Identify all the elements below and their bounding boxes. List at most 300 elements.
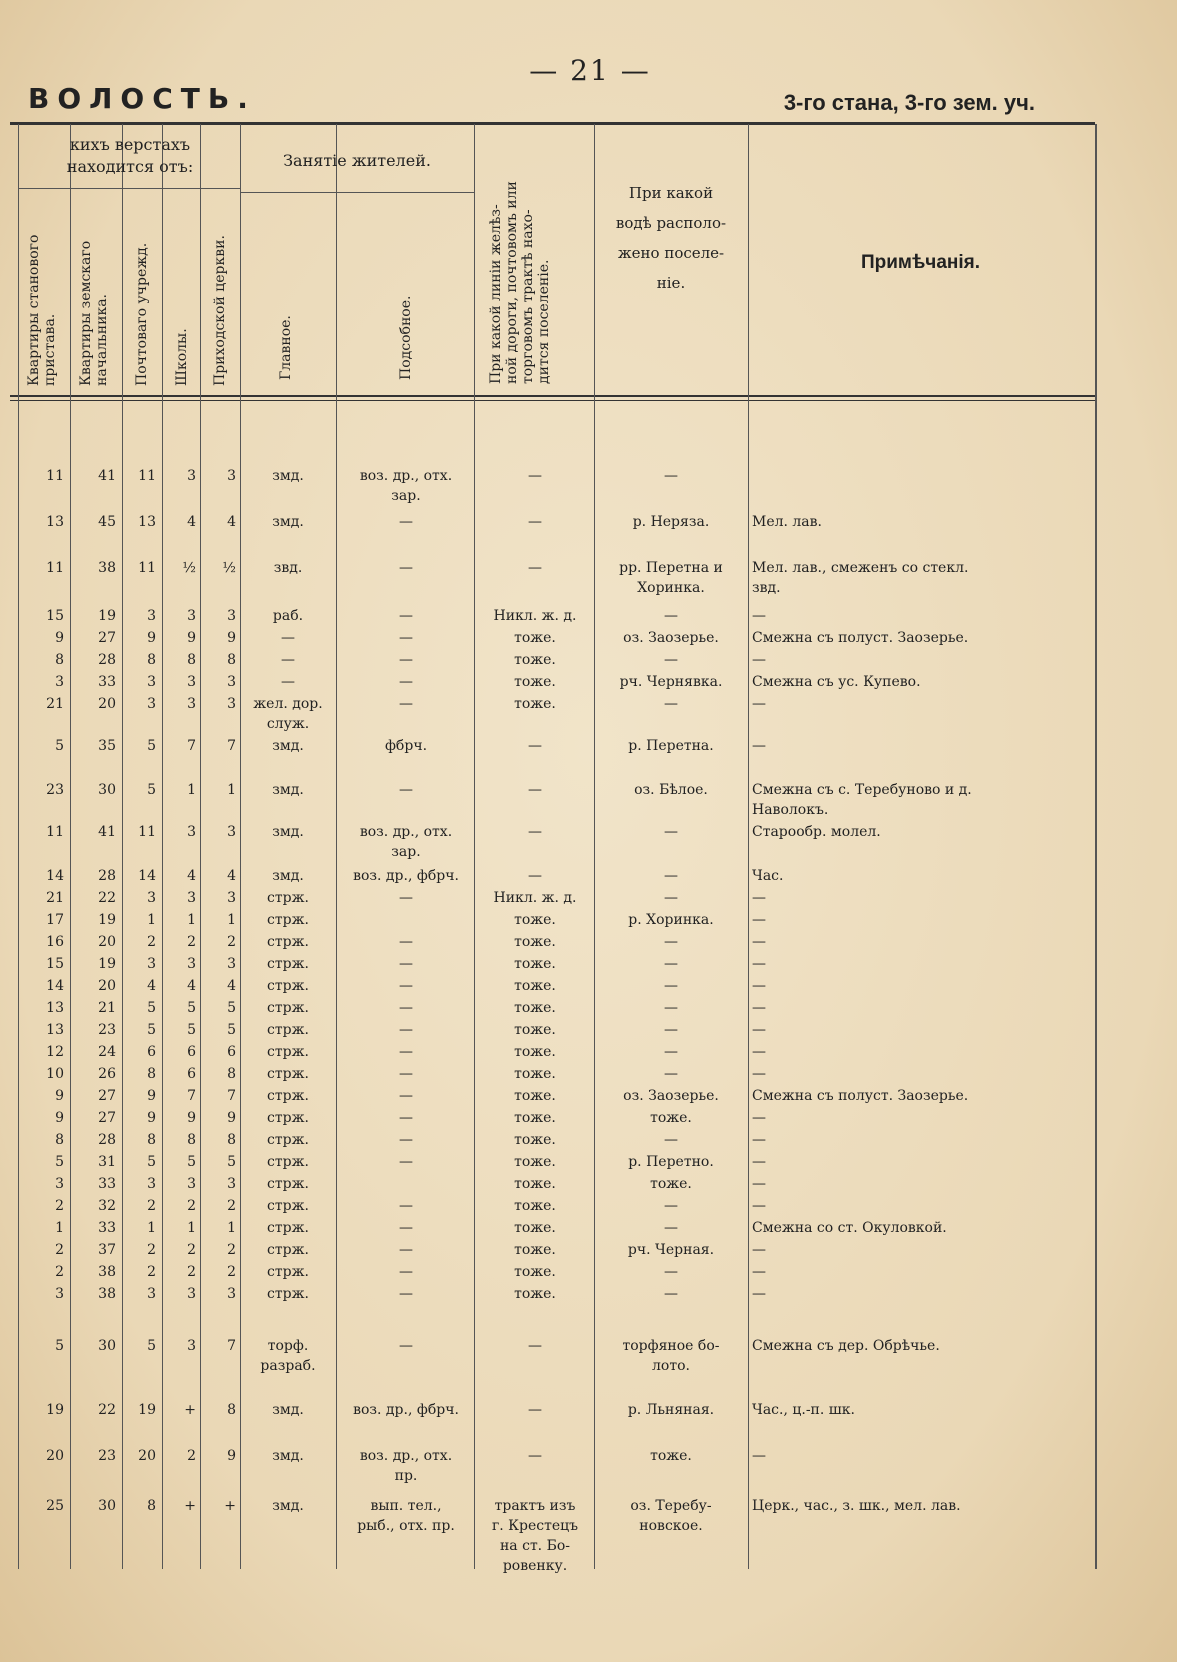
dist-post-cell: 8 [147, 1132, 156, 1148]
occupation-main-cell: стрж. [267, 1154, 309, 1170]
column-rule [474, 124, 475, 1569]
dist-zemsky-cell: 30 [98, 782, 116, 798]
occupation-aux-cell: воз. др., отх. зар. [359, 468, 453, 504]
water-body-cell: — [664, 978, 678, 994]
occupation-main-cell: стрж. [267, 956, 309, 972]
dist-zemsky-cell: 23 [98, 1448, 116, 1464]
occupation-main-cell: — [281, 652, 295, 668]
dist-stanovoy-cell: 25 [46, 1498, 64, 1514]
water-body-cell: рр. Перетна и Хоринка. [619, 560, 723, 596]
road-line-cell: — [528, 514, 542, 530]
dist-zemsky-cell: 20 [98, 696, 116, 712]
notes-cell: — [752, 696, 766, 712]
dist-post-cell: 3 [147, 956, 156, 972]
dist-post-cell: 5 [147, 1000, 156, 1016]
dist-church-cell: 4 [227, 978, 236, 994]
road-line-cell: тоже. [514, 1022, 556, 1038]
dist-church-cell: 8 [227, 1066, 236, 1082]
occupation-aux-cell: — [399, 1154, 413, 1170]
notes-cell: Смежна съ ус. Купево. [752, 674, 921, 690]
water-body-cell: — [664, 890, 678, 906]
column-rule [1095, 124, 1097, 1569]
occupation-main-cell: змд. [272, 514, 304, 530]
dist-school-cell: 3 [187, 696, 196, 712]
water-body-cell: р. Перетна. [628, 738, 714, 754]
dist-stanovoy-cell: 2 [55, 1198, 64, 1214]
dist-church-cell: + [224, 1498, 236, 1514]
dist-zemsky-cell: 38 [98, 560, 116, 576]
dist-zemsky-cell: 35 [98, 738, 116, 754]
dist-stanovoy-cell: 21 [46, 890, 64, 906]
dist-zemsky-cell: 30 [98, 1338, 116, 1354]
dist-stanovoy-cell: 13 [46, 1022, 64, 1038]
column-rule [162, 124, 163, 1569]
dist-church-cell: 7 [227, 1088, 236, 1104]
occupation-aux-cell: — [399, 608, 413, 624]
dist-stanovoy-cell: 5 [55, 1338, 64, 1354]
dist-church-cell: 3 [227, 608, 236, 624]
dist-post-cell: 20 [138, 1448, 156, 1464]
road-line-cell: Никл. ж. д. [493, 890, 577, 906]
water-body-cell: оз. Заозерье. [623, 1088, 719, 1104]
column-rule [200, 124, 201, 1569]
dist-zemsky-cell: 30 [98, 1498, 116, 1514]
occupation-main-cell: стрж. [267, 1264, 309, 1280]
water-body-cell: рч. Чернявка. [619, 674, 723, 690]
dist-church-cell: ½ [222, 560, 236, 576]
volost-heading: ВОЛОСТЬ. [28, 82, 256, 115]
occupation-aux-cell: — [399, 1338, 413, 1354]
header-zemsky: Квартиры земскаго начальника. [78, 240, 110, 386]
notes-cell: Смежна со ст. Окуловкой. [752, 1220, 947, 1236]
dist-stanovoy-cell: 15 [46, 608, 64, 624]
water-body-cell: оз. Заозерье. [623, 630, 719, 646]
dist-zemsky-cell: 33 [98, 1176, 116, 1192]
dist-school-cell: 5 [187, 1154, 196, 1170]
dist-stanovoy-cell: 8 [55, 652, 64, 668]
dist-zemsky-cell: 24 [98, 1044, 116, 1060]
road-line-cell: трактъ изъ г. Крестецъ на ст. Бо- ровенку. [491, 1498, 579, 1574]
road-line-cell: — [528, 1338, 542, 1354]
notes-cell: — [752, 912, 766, 928]
dist-post-cell: 1 [147, 912, 156, 928]
dist-church-cell: 5 [227, 1154, 236, 1170]
notes-cell: — [752, 956, 766, 972]
dist-post-cell: 6 [147, 1044, 156, 1060]
occupation-aux-cell: воз. др., отх. пр. [359, 1448, 453, 1484]
dist-church-cell: 3 [227, 674, 236, 690]
dist-post-cell: 11 [138, 824, 156, 840]
district-heading: 3-го стана, 3-го зем. уч. [783, 90, 1035, 115]
water-body-cell: — [664, 934, 678, 950]
occupation-main-cell: стрж. [267, 1286, 309, 1302]
occupation-main-cell: змд. [272, 1498, 304, 1514]
dist-stanovoy-cell: 9 [55, 1110, 64, 1126]
dist-stanovoy-cell: 3 [55, 1286, 64, 1302]
notes-cell: — [752, 1066, 766, 1082]
dist-church-cell: 2 [227, 1264, 236, 1280]
occupation-main-cell: стрж. [267, 1066, 309, 1082]
dist-school-cell: 3 [187, 1286, 196, 1302]
dist-church-cell: 1 [227, 1220, 236, 1236]
water-body-cell: — [664, 1264, 678, 1280]
column-rule [594, 124, 595, 1569]
dist-zemsky-cell: 27 [98, 1110, 116, 1126]
water-body-cell: — [664, 608, 678, 624]
header-subrule [240, 192, 474, 193]
dist-post-cell: 5 [147, 782, 156, 798]
distance-group-header: кихъ верстахъ находится отъ: [66, 135, 194, 176]
dist-church-cell: 6 [227, 1044, 236, 1060]
water-body-cell: — [664, 1044, 678, 1060]
road-line-cell: Никл. ж. д. [493, 608, 577, 624]
dist-school-cell: 5 [187, 1022, 196, 1038]
dist-school-cell: 2 [187, 1198, 196, 1214]
notes-cell: — [752, 1264, 766, 1280]
occupation-aux-cell: — [399, 1220, 413, 1236]
occupation-main-cell: змд. [272, 868, 304, 884]
dist-church-cell: 2 [227, 934, 236, 950]
dist-post-cell: 11 [138, 560, 156, 576]
dist-school-cell: 6 [187, 1066, 196, 1082]
road-line-cell: тоже. [514, 1110, 556, 1126]
water-body-cell: — [664, 468, 678, 484]
header-church: Приходской церкви. [212, 235, 228, 386]
dist-church-cell: 3 [227, 696, 236, 712]
dist-church-cell: 3 [227, 824, 236, 840]
dist-post-cell: 13 [138, 514, 156, 530]
occupation-aux-cell: — [399, 1022, 413, 1038]
water-body-cell: торфяное бо- лото. [622, 1338, 720, 1374]
road-line-cell: тоже. [514, 934, 556, 950]
dist-post-cell: 14 [138, 868, 156, 884]
dist-post-cell: 2 [147, 1198, 156, 1214]
header-rule [10, 395, 1095, 397]
water-body-cell: оз. Бѣлое. [634, 782, 708, 798]
notes-cell: Смежна съ с. Теребуново и д. Наволокъ. [752, 782, 972, 818]
dist-school-cell: 5 [187, 1000, 196, 1016]
dist-stanovoy-cell: 17 [46, 912, 64, 928]
road-line-cell: — [528, 782, 542, 798]
water-body-cell: — [664, 696, 678, 712]
water-body-cell: — [664, 868, 678, 884]
dist-church-cell: 1 [227, 782, 236, 798]
dist-post-cell: 3 [147, 696, 156, 712]
dist-zemsky-cell: 32 [98, 1198, 116, 1214]
notes-cell: — [752, 1154, 766, 1170]
dist-school-cell: 8 [187, 652, 196, 668]
water-body-cell: рч. Черная. [627, 1242, 715, 1258]
dist-school-cell: 9 [187, 1110, 196, 1126]
dist-zemsky-cell: 38 [98, 1264, 116, 1280]
road-line-cell: — [528, 1448, 542, 1464]
dist-school-cell: 7 [187, 738, 196, 754]
occupation-aux-cell: — [399, 1000, 413, 1016]
dist-post-cell: 5 [147, 1154, 156, 1170]
notes-cell: — [752, 1132, 766, 1148]
dist-school-cell: 1 [187, 782, 196, 798]
occupation-main-cell: стрж. [267, 1088, 309, 1104]
dist-stanovoy-cell: 10 [46, 1066, 64, 1082]
occupation-aux-cell: — [399, 652, 413, 668]
road-line-cell: тоже. [514, 1044, 556, 1060]
occupation-main-cell: жел. дор. служ. [253, 696, 323, 732]
road-line-cell: тоже. [514, 1176, 556, 1192]
dist-stanovoy-cell: 8 [55, 1132, 64, 1148]
notes-cell: — [752, 1286, 766, 1302]
dist-stanovoy-cell: 5 [55, 1154, 64, 1170]
notes-cell: Смежна съ полуст. Заозерье. [752, 1088, 969, 1104]
road-line-cell: тоже. [514, 1242, 556, 1258]
dist-post-cell: 8 [147, 652, 156, 668]
dist-stanovoy-cell: 5 [55, 738, 64, 754]
dist-post-cell: 5 [147, 1338, 156, 1354]
occupation-aux-cell: фбрч. [384, 738, 428, 754]
dist-church-cell: 3 [227, 956, 236, 972]
dist-zemsky-cell: 41 [98, 468, 116, 484]
dist-school-cell: 3 [187, 608, 196, 624]
road-line-cell: тоже. [514, 1264, 556, 1280]
dist-post-cell: 5 [147, 1022, 156, 1038]
dist-post-cell: 1 [147, 1220, 156, 1236]
dist-school-cell: 9 [187, 630, 196, 646]
dist-zemsky-cell: 28 [98, 868, 116, 884]
occupation-main-cell: стрж. [267, 1022, 309, 1038]
occupation-main-cell: змд. [272, 824, 304, 840]
dist-school-cell: 3 [187, 468, 196, 484]
notes-cell: Смежна съ дер. Обрѣчье. [752, 1338, 940, 1354]
column-rule [240, 124, 241, 1569]
dist-post-cell: 2 [147, 934, 156, 950]
dist-church-cell: 3 [227, 1286, 236, 1302]
dist-church-cell: 9 [227, 1448, 236, 1464]
notes-cell: Час. [752, 868, 784, 884]
notes-cell: — [752, 608, 766, 624]
occupation-main-cell: стрж. [267, 1220, 309, 1236]
occupation-main-cell: стрж. [267, 912, 309, 928]
dist-stanovoy-cell: 3 [55, 674, 64, 690]
notes-cell: Церк., час., з. шк., мел. лав. [752, 1498, 961, 1514]
dist-school-cell: 7 [187, 1088, 196, 1104]
notes-cell: — [752, 978, 766, 994]
occupation-main-cell: звд. [273, 560, 303, 576]
water-body-cell: — [664, 1220, 678, 1236]
occupation-main-cell: стрж. [267, 978, 309, 994]
dist-stanovoy-cell: 11 [46, 824, 64, 840]
dist-school-cell: 2 [187, 1264, 196, 1280]
occupation-main-cell: змд. [272, 782, 304, 798]
notes-cell: — [752, 1448, 766, 1464]
water-body-cell: оз. Теребу- новское. [630, 1498, 712, 1534]
water-body-cell: р. Перетно. [628, 1154, 714, 1170]
occupation-aux-cell: — [399, 782, 413, 798]
occupation-main-cell: стрж. [267, 1000, 309, 1016]
notes-cell: Старообр. молел. [752, 824, 881, 840]
road-line-cell: тоже. [514, 978, 556, 994]
water-body-cell: тоже. [650, 1110, 692, 1126]
road-line-cell: тоже. [514, 912, 556, 928]
dist-church-cell: 3 [227, 1176, 236, 1192]
dist-zemsky-cell: 27 [98, 1088, 116, 1104]
dist-zemsky-cell: 38 [98, 1286, 116, 1302]
dist-zemsky-cell: 22 [98, 1402, 116, 1418]
dist-stanovoy-cell: 21 [46, 696, 64, 712]
dist-zemsky-cell: 37 [98, 1242, 116, 1258]
road-line-cell: тоже. [514, 1000, 556, 1016]
dist-stanovoy-cell: 23 [46, 782, 64, 798]
dist-stanovoy-cell: 20 [46, 1448, 64, 1464]
occupation-aux-cell: — [399, 674, 413, 690]
water-body-cell: — [664, 1022, 678, 1038]
occupation-aux-cell: — [399, 1242, 413, 1258]
notes-cell: Мел. лав. [752, 514, 822, 530]
dist-post-cell: 5 [147, 738, 156, 754]
occupation-aux-cell: вып. тел., рыб., отх. пр. [357, 1498, 455, 1534]
dist-post-cell: 2 [147, 1264, 156, 1280]
dist-zemsky-cell: 33 [98, 1220, 116, 1236]
occupation-aux-cell: — [399, 890, 413, 906]
road-line-cell: тоже. [514, 696, 556, 712]
dist-school-cell: 4 [187, 978, 196, 994]
water-body-cell: — [664, 1066, 678, 1082]
notes-cell: — [752, 1000, 766, 1016]
dist-zemsky-cell: 19 [98, 608, 116, 624]
occupation-main-cell: стрж. [267, 1132, 309, 1148]
occupation-aux-cell: — [399, 560, 413, 576]
header-main: Главное. [278, 315, 294, 380]
occupation-aux-cell: — [399, 696, 413, 712]
road-line-cell: — [528, 868, 542, 884]
dist-zemsky-cell: 41 [98, 824, 116, 840]
dist-post-cell: 2 [147, 1242, 156, 1258]
occupation-main-cell: змд. [272, 1402, 304, 1418]
dist-stanovoy-cell: 9 [55, 1088, 64, 1104]
dist-zemsky-cell: 28 [98, 652, 116, 668]
occupation-aux-cell: — [399, 934, 413, 950]
occupation-aux-cell: воз. др., отх. зар. [359, 824, 453, 860]
dist-post-cell: 9 [147, 1088, 156, 1104]
dist-church-cell: 2 [227, 1242, 236, 1258]
dist-zemsky-cell: 20 [98, 934, 116, 950]
header-school: Школы. [174, 328, 190, 386]
dist-stanovoy-cell: 13 [46, 1000, 64, 1016]
dist-zemsky-cell: 20 [98, 978, 116, 994]
occupation-main-cell: торф. разраб. [260, 1338, 316, 1374]
dist-school-cell: ½ [182, 560, 196, 576]
occupation-aux-cell: — [399, 1132, 413, 1148]
dist-stanovoy-cell: 13 [46, 514, 64, 530]
notes-cell: — [752, 1242, 766, 1258]
road-line-cell: — [528, 560, 542, 576]
dist-post-cell: 19 [138, 1402, 156, 1418]
notes-cell: — [752, 1022, 766, 1038]
notes-cell: Мел. лав., смеженъ со стекл. звд. [752, 560, 969, 596]
road-line-cell: тоже. [514, 652, 556, 668]
header-road: При какой линіи желѣз- ной дороги, почтовомъ или торговомъ трактѣ нахо- дится поселеніе. [488, 181, 552, 384]
dist-school-cell: 1 [187, 1220, 196, 1236]
dist-zemsky-cell: 31 [98, 1154, 116, 1170]
road-line-cell: — [528, 1402, 542, 1418]
dist-school-cell: + [184, 1498, 196, 1514]
header-notes: Примѣчанія. [860, 252, 981, 273]
occupation-aux-cell: — [399, 514, 413, 530]
dist-school-cell: 2 [187, 934, 196, 950]
water-body-cell: — [664, 824, 678, 840]
dist-zemsky-cell: 23 [98, 1022, 116, 1038]
occupation-aux-cell: воз. др., фбрч. [353, 868, 459, 884]
road-line-cell: — [528, 468, 542, 484]
dist-zemsky-cell: 19 [98, 956, 116, 972]
dist-church-cell: 3 [227, 468, 236, 484]
dist-stanovoy-cell: 11 [46, 560, 64, 576]
occupation-main-cell: стрж. [267, 1110, 309, 1126]
dist-school-cell: 3 [187, 1338, 196, 1354]
occupation-main-cell: раб. [272, 608, 304, 624]
dist-church-cell: 4 [227, 868, 236, 884]
notes-cell: — [752, 1110, 766, 1126]
dist-church-cell: 7 [227, 738, 236, 754]
occupation-main-cell: — [281, 674, 295, 690]
dist-stanovoy-cell: 19 [46, 1402, 64, 1418]
water-body-cell: — [664, 956, 678, 972]
dist-stanovoy-cell: 11 [46, 468, 64, 484]
dist-church-cell: 9 [227, 1110, 236, 1126]
occupation-main-cell: стрж. [267, 890, 309, 906]
road-line-cell: тоже. [514, 1132, 556, 1148]
dist-stanovoy-cell: 14 [46, 978, 64, 994]
notes-cell: — [752, 1176, 766, 1192]
dist-zemsky-cell: 19 [98, 912, 116, 928]
occupation-aux-cell: — [399, 1044, 413, 1060]
occupation-aux-cell: — [399, 1264, 413, 1280]
dist-church-cell: 8 [227, 1132, 236, 1148]
dist-post-cell: 11 [138, 468, 156, 484]
dist-post-cell: 3 [147, 608, 156, 624]
dist-stanovoy-cell: 12 [46, 1044, 64, 1060]
dist-zemsky-cell: 27 [98, 630, 116, 646]
column-rule [122, 124, 123, 1569]
road-line-cell: тоже. [514, 1220, 556, 1236]
notes-cell: — [752, 890, 766, 906]
dist-post-cell: 9 [147, 630, 156, 646]
dist-post-cell: 8 [147, 1498, 156, 1514]
dist-church-cell: 8 [227, 652, 236, 668]
dist-stanovoy-cell: 14 [46, 868, 64, 884]
dist-post-cell: 4 [147, 978, 156, 994]
water-body-cell: тоже. [650, 1176, 692, 1192]
water-body-cell: — [664, 1286, 678, 1302]
dist-church-cell: 8 [227, 1402, 236, 1418]
dist-church-cell: 2 [227, 1198, 236, 1214]
header-stanovoy: Квартиры станового пристава. [26, 234, 58, 386]
dist-school-cell: 3 [187, 674, 196, 690]
water-body-cell: р. Нерязa. [632, 514, 710, 530]
dist-school-cell: 8 [187, 1132, 196, 1148]
occupation-main-cell: змд. [272, 468, 304, 484]
occupation-main-cell: змд. [272, 1448, 304, 1464]
dist-post-cell: 8 [147, 1066, 156, 1082]
dist-church-cell: 7 [227, 1338, 236, 1354]
occupation-aux-cell: — [399, 1088, 413, 1104]
dist-stanovoy-cell: 2 [55, 1242, 64, 1258]
notes-cell: — [752, 1044, 766, 1060]
road-line-cell: тоже. [514, 1154, 556, 1170]
dist-post-cell: 3 [147, 890, 156, 906]
dist-stanovoy-cell: 16 [46, 934, 64, 950]
notes-cell: Смежна съ полуст. Заозерье. [752, 630, 969, 646]
occupation-aux-cell: — [399, 630, 413, 646]
notes-cell: — [752, 1198, 766, 1214]
